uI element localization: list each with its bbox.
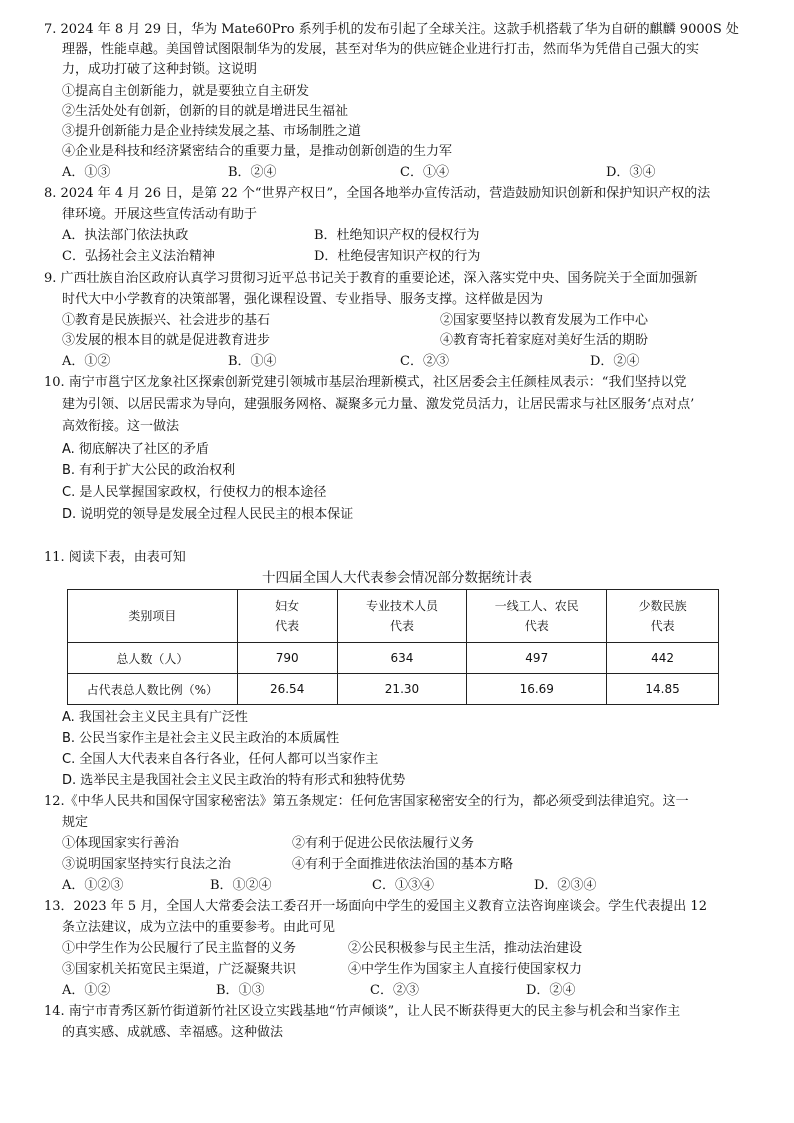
q7-stem-line-1: 7. 2024 年 8 月 29 日，华为 Mate60Pro 系列手机的发布引起了全球关注。这款手机搭载了华为自研的麒麟 9000S 处 [44,22,739,37]
table-cell: 442 [607,643,719,674]
table-cell: 790 [237,643,337,674]
q12-option-b[interactable]: B．①②④ [210,878,272,893]
q7-option-b[interactable]: B．②④ [228,165,277,180]
q13-stem-line-1: 13．2023 年 5 月，全国人大常委会法工委召开一场面向中学生的爱国主义教育立法咨询座谈会。学生代表提出 12 [44,899,707,914]
q13-stem-line-2: 条立法建议，成为立法中的重要参考。由此可见 [62,920,336,935]
table-cell: 16.69 [467,674,607,705]
q12-item-1: ①体现国家实行善治 [62,836,180,851]
q13-option-c[interactable]: C．②③ [370,983,419,998]
q12-option-a[interactable]: A．①②③ [62,878,124,893]
q9-item-4: ④教育寄托着家庭对美好生活的期盼 [440,333,649,348]
q7-option-a[interactable]: A．①③ [62,165,111,180]
q10-option-d[interactable]: D. 说明党的领导是发展全过程人民民主的根本保证 [62,507,354,522]
q12-item-3: ③说明国家坚持实行良法之治 [62,857,232,872]
q9-item-1: ①教育是民族振兴、社会进步的基石 [62,313,271,328]
q8-option-c[interactable]: C．弘扬社会主义法治精神 [62,249,215,264]
q12-item-2: ②有利于促进公民依法履行义务 [292,836,475,851]
q7-option-c[interactable]: C．①④ [400,165,449,180]
q9-item-2: ②国家要坚持以教育发展为工作中心 [440,313,649,328]
q13-item-3: ③国家机关拓宽民主渠道，广泛凝聚共识 [62,962,297,977]
q9-option-b[interactable]: B．①④ [228,354,277,369]
q11-option-a[interactable]: A. 我国社会主义民主具有广泛性 [62,710,248,725]
table-row-label: 占代表总人数比例（%） [68,674,238,705]
q9-item-3: ③发展的根本目的就是促进教育进步 [62,333,271,348]
q7-item-1: ①提高自主创新能力，就是要独立自主研发 [62,84,310,99]
q14-stem-line-1: 14. 南宁市青秀区新竹街道新竹社区设立实践基地“竹声倾谈”，让人民不断获得更大的民主参与机会和当家作主 [44,1004,681,1019]
q11-option-c[interactable]: C. 全国人大代表来自各行各业，任何人都可以当家作主 [62,752,379,767]
q9-stem-line-2: 时代大中小学教育的决策部署，强化课程设置、专业指导、服务支撑。这样做是因为 [62,292,544,307]
q9-option-d[interactable]: D．②④ [590,354,640,369]
data-table [67,589,719,705]
table-header-cell: 妇女 代表 [237,590,337,643]
q13-item-1: ①中学生作为公民履行了民主监督的义务 [62,941,297,956]
table-header-row [68,590,719,643]
table-header-cell: 类别项目 [68,590,238,643]
q7-item-2: ②生活处处有创新，创新的目的就是增进民生福祉 [62,104,349,119]
q9-option-a[interactable]: A．①② [62,354,111,369]
q14-stem-line-2: 的真实感、成就感、幸福感。这种做法 [62,1025,284,1040]
q13-option-d[interactable]: D．②④ [526,983,576,998]
table-cell: 497 [467,643,607,674]
q8-stem-line-1: 8. 2024 年 4 月 26 日，是第 22 个“世界产权日”，全国各地举办宣传活动，营造鼓励知识创新和保护知识产权的法 [44,186,711,201]
q13-option-b[interactable]: B．①③ [216,983,265,998]
table-title: 十四届全国人大代表参会情况部分数据统计表 [262,570,532,586]
q13-item-4: ④中学生作为国家主人直接行使国家权力 [348,962,583,977]
q12-stem-line-2: 规定 [62,815,89,830]
q9-option-c[interactable]: C．②③ [400,354,449,369]
q12-option-d[interactable]: D．②③④ [534,878,597,893]
q8-option-b[interactable]: B．杜绝知识产权的侵权行为 [314,228,480,243]
q7-option-d[interactable]: D．③④ [606,165,656,180]
q7-stem-line-2: 理器，性能卓越。美国曾试图限制华为的发展，甚至对华为的供应链企业进行打击，然而华为凭借自己强大的实 [62,42,700,57]
q12-item-4: ④有利于全面推进依法治国的基本方略 [292,857,514,872]
q8-option-a[interactable]: A．执法部门依法执政 [62,228,189,243]
q7-stem-line-3: 力，成功打破了这种封锁。这说明 [62,62,258,77]
q10-stem-line-2: 建为引领、以居民需求为导向，建强服务网格、凝聚多元力量、激发党员活力，让居民需求与社区服务‘点对点’ [62,397,695,412]
q10-option-a[interactable]: A. 彻底解决了社区的矛盾 [62,442,209,457]
q7-item-3: ③提升创新能力是企业持续发展之基、市场制胜之道 [62,124,362,139]
table-row [68,643,719,674]
q11-option-d[interactable]: D. 选举民主是我国社会主义民主政治的特有形式和独特优势 [62,773,406,788]
table-row-label: 总人数（人） [68,643,238,674]
q10-option-b[interactable]: B. 有利于扩大公民的政治权利 [62,463,236,478]
table-cell: 21.30 [337,674,467,705]
q8-option-d[interactable]: D．杜绝侵害知识产权的行为 [314,249,481,264]
q12-stem-line-1: 12.《中华人民共和国保守国家秘密法》第五条规定：任何危害国家秘密安全的行为，都必须受到法律追究。这一 [44,794,689,809]
table-cell: 26.54 [237,674,337,705]
q9-stem-line-1: 9. 广西壮族自治区政府认真学习贯彻习近平总书记关于教育的重要论述，深入落实党中央、国务院关于全面加强新 [44,271,698,286]
q11-option-b[interactable]: B. 公民当家作主是社会主义民主政治的本质属性 [62,731,340,746]
table-row [68,674,719,705]
q8-stem-line-2: 律环境。开展这些宣传活动有助于 [62,207,258,222]
q13-option-a[interactable]: A．①② [62,983,111,998]
q10-option-c[interactable]: C. 是人民掌握国家政权，行使权力的根本途径 [62,485,327,500]
table-header-cell: 少数民族 代表 [607,590,719,643]
q10-stem-line-3: 高效衔接。这一做法 [62,419,180,434]
table-cell: 14.85 [607,674,719,705]
q11-stem: 11. 阅读下表，由表可知 [44,550,186,565]
q12-option-c[interactable]: C．①③④ [372,878,434,893]
table-cell: 634 [337,643,467,674]
q13-item-2: ②公民积极参与民主生活，推动法治建设 [348,941,583,956]
table-header-cell: 专业技术人员 代表 [337,590,467,643]
q7-item-4: ④企业是科技和经济紧密结合的重要力量，是推动创新创造的生力军 [62,144,453,159]
q10-stem-line-1: 10. 南宁市邕宁区龙象社区探索创新党建引领城市基层治理新模式，社区居委会主任颜桂凤表示：“我们坚持以党 [44,375,687,390]
table-header-cell: 一线工人、农民 代表 [467,590,607,643]
